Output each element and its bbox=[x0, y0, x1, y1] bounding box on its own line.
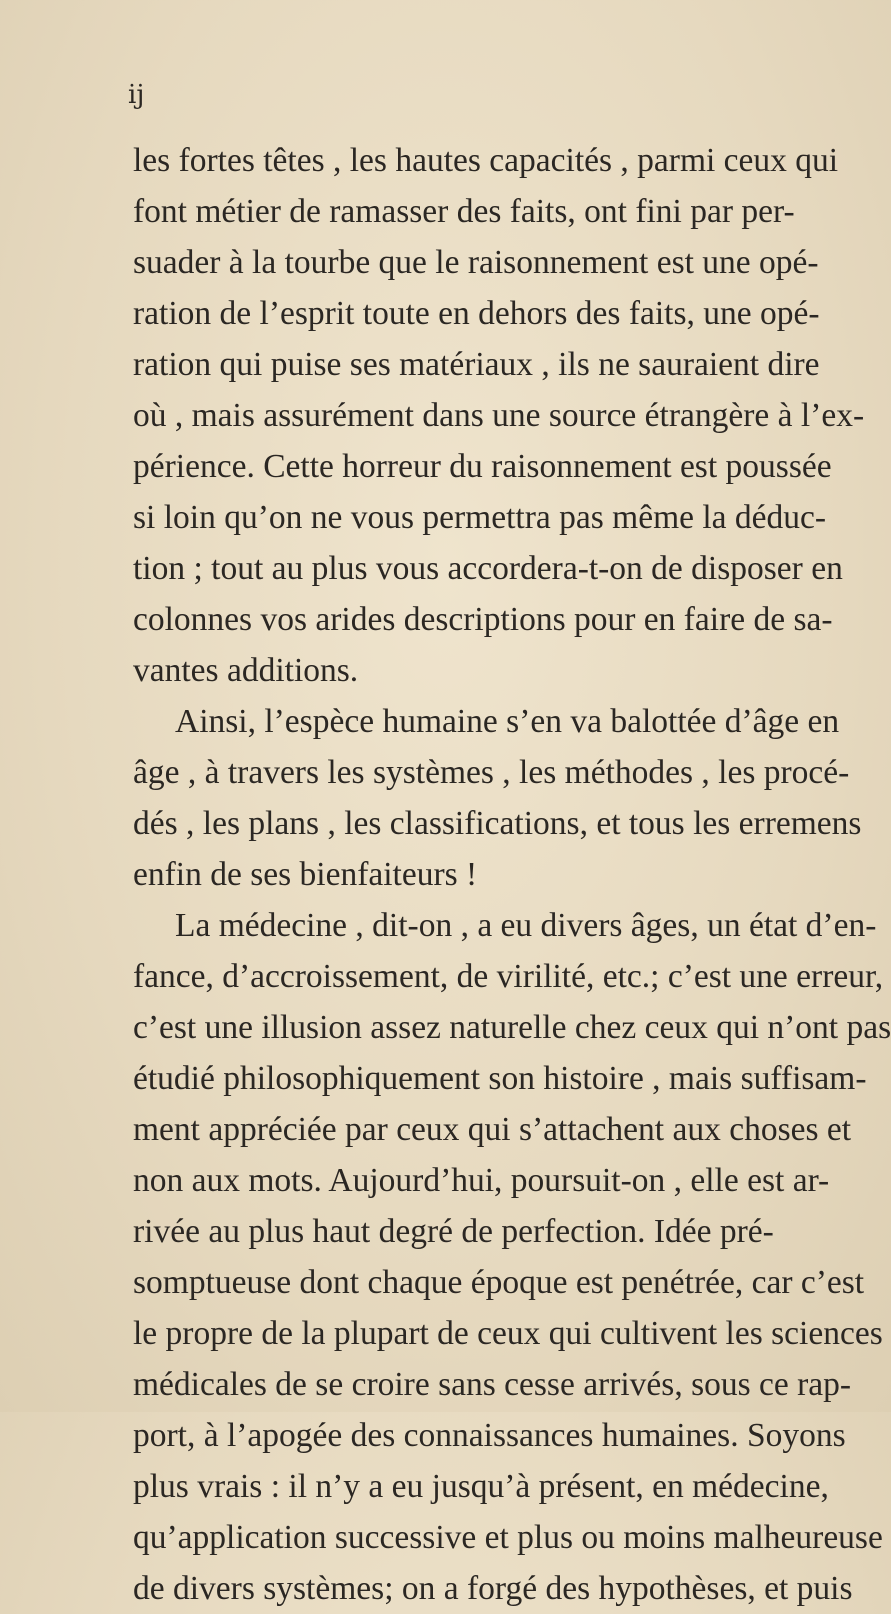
text-line: rivée au plus haut degré de perfection. Idée pré- bbox=[133, 1213, 774, 1250]
text-line: vantes additions. bbox=[133, 652, 359, 689]
text-line: plus vrais : il n’y a eu jusqu’à présent, en médecine, bbox=[133, 1468, 829, 1505]
text-line: âge , à travers les systèmes , les méthodes , les procé- bbox=[133, 754, 850, 791]
text-line: ment appréciée par ceux qui s’attachent aux choses et bbox=[133, 1111, 852, 1148]
text-line: port, à l’apogée des connaissances humaines. Soyons bbox=[133, 1417, 846, 1454]
text-line: font métier de ramasser des faits, ont fini par per- bbox=[133, 193, 795, 230]
text-line: si loin qu’on ne vous permettra pas même la déduc- bbox=[133, 499, 827, 536]
paragraph-start-line: La médecine , dit-on , a eu divers âges, un état d’en- bbox=[175, 907, 877, 944]
page-number: ij bbox=[128, 80, 145, 110]
text-line: tion ; tout au plus vous accordera-t-on de disposer en bbox=[133, 550, 843, 587]
text-line: c’est une illusion assez naturelle chez ceux qui n’ont pas bbox=[133, 1009, 891, 1046]
text-line: étudié philosophiquement son histoire , mais suffisam- bbox=[133, 1060, 867, 1097]
body-text bbox=[133, 135, 891, 1614]
text-line: dés , les plans , les classifications, et tous les erremens bbox=[133, 805, 862, 842]
text-line: ration qui puise ses matériaux , ils ne sauraient dire bbox=[133, 346, 820, 383]
text-line: enfin de ses bienfaiteurs ! bbox=[133, 856, 478, 893]
text-line: non aux mots. Aujourd’hui, poursuit-on , elle est ar- bbox=[133, 1162, 830, 1199]
text-line: suader à la tourbe que le raisonnement est une opé- bbox=[133, 244, 819, 281]
text-line: somptueuse dont chaque époque est penétrée, car c’est bbox=[133, 1264, 865, 1301]
text-line: de divers systèmes; on a forgé des hypothèses, et puis bbox=[133, 1570, 853, 1607]
text-line: fance, d’accroissement, de virilité, etc.; c’est une erreur, bbox=[133, 958, 884, 995]
text-line: qu’application successive et plus ou moins malheureuse bbox=[133, 1519, 883, 1556]
text-line: les fortes têtes , les hautes capacités , parmi ceux qui bbox=[133, 142, 839, 179]
paragraph-start-line: Ainsi, l’espèce humaine s’en va balottée d’âge en bbox=[175, 703, 840, 740]
text-line: colonnes vos arides descriptions pour en faire de sa- bbox=[133, 601, 833, 638]
text-line: le propre de la plupart de ceux qui cultivent les sciences bbox=[133, 1315, 883, 1352]
text-line: médicales de se croire sans cesse arrivés, sous ce rap- bbox=[133, 1366, 852, 1403]
text-line: périence. Cette horreur du raisonnement est poussée bbox=[133, 448, 832, 485]
text-line: où , mais assurément dans une source étrangère à l’ex- bbox=[133, 397, 865, 434]
text-line: ration de l’esprit toute en dehors des faits, une opé- bbox=[133, 295, 820, 332]
